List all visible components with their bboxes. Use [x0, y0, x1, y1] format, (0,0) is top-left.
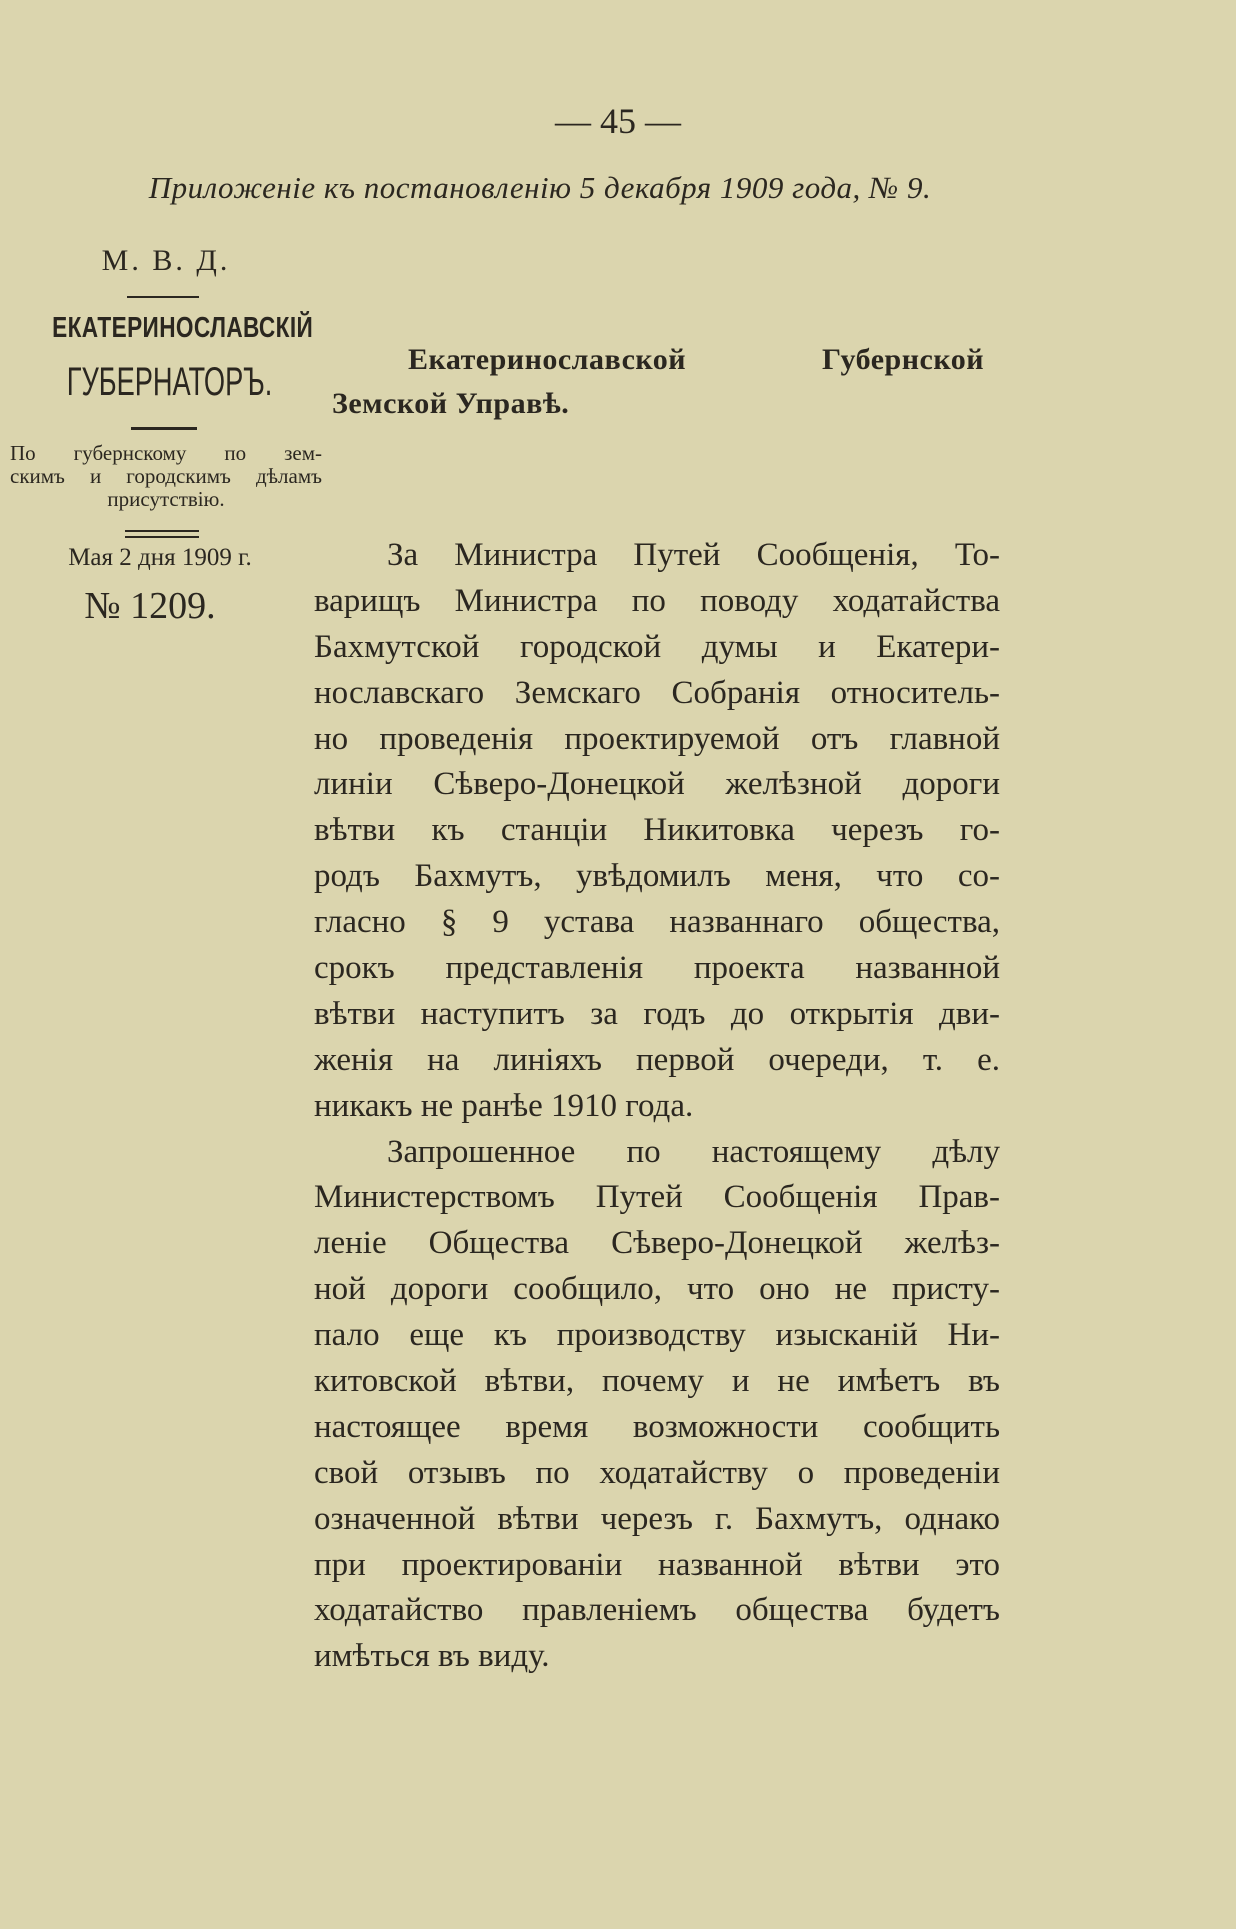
- body-line: но проведенія проектируемой отъ главной: [314, 720, 1000, 757]
- body-line: настоящее время возможности сообщить: [314, 1408, 1000, 1445]
- body-line: женія на линіяхъ первой очереди, т. е.: [314, 1041, 1000, 1078]
- letter-date: Мая 2 дня 1909 г.: [68, 544, 252, 571]
- page-number: — 45 —: [555, 101, 681, 141]
- body-line: ходатайство правленіемъ общества будетъ: [314, 1592, 1000, 1629]
- letter-number: № 1209.: [84, 585, 216, 627]
- body-line: родъ Бахмутъ, увѣдомилъ меня, что со-: [314, 858, 1000, 895]
- office-title: ГУБЕРНАТОРЪ.: [66, 360, 273, 404]
- body-line: Бахмутской городской думы и Екатери-: [314, 628, 1000, 665]
- department-line: присутствію.: [107, 487, 225, 511]
- body-line: срокъ представленія проекта названной: [314, 950, 1000, 987]
- body-line: имѣться въ виду.: [314, 1638, 550, 1675]
- body-line: свой отзывъ по ходатайству о проведеніи: [314, 1454, 1000, 1491]
- addressee-line: Екатеринославской Губернской: [408, 343, 984, 376]
- department-line: скимъ и городскимъ дѣламъ: [10, 464, 322, 488]
- body-line: означенной вѣтви черезъ г. Бахмутъ, однако: [314, 1500, 1000, 1537]
- body-line: линіи Сѣверо-Донецкой желѣзной дороги: [314, 766, 1000, 803]
- body-line: вѣтви къ станціи Никитовка черезъ го-: [314, 812, 1000, 849]
- divider: [127, 296, 199, 298]
- body-line: леніе Общества Сѣверо-Донецкой желѣз-: [314, 1225, 1000, 1262]
- letter-body: [314, 533, 1000, 1680]
- body-line: Запрошенное по настоящему дѣлу: [387, 1133, 1000, 1170]
- body-line: нославскаго Земскаго Собранія относитель-: [314, 674, 1000, 711]
- department-line: По губернскому по зем-: [10, 441, 322, 465]
- ministry-abbreviation: М. В. Д.: [101, 244, 231, 277]
- body-line: гласно § 9 устава названнаго общества,: [314, 904, 1000, 941]
- body-line: варищъ Министра по поводу ходатайства: [314, 582, 1000, 619]
- body-line: Министерствомъ Путей Сообщенія Прав-: [314, 1179, 1000, 1216]
- appendix-heading: Приложеніе къ постановленію 5 декабря 1909 года, № 9.: [148, 170, 932, 205]
- double-divider-bottom: [125, 536, 199, 538]
- body-line: китовской вѣтви, почему и не имѣетъ въ: [314, 1363, 1000, 1400]
- body-line: ной дороги сообщило, что оно не присту-: [314, 1271, 1000, 1308]
- double-divider-top: [125, 530, 199, 532]
- body-line: пало еще къ производству изысканій Ни-: [314, 1317, 1000, 1354]
- body-line: никакъ не ранѣе 1910 года.: [314, 1087, 694, 1124]
- office-name: ЕКАТЕРИНОСЛАВСКІЙ: [52, 312, 314, 344]
- body-line: вѣтви наступитъ за годъ до открытія дви-: [314, 995, 1000, 1032]
- divider: [131, 427, 197, 430]
- body-line: За Министра Путей Сообщенія, То-: [387, 537, 1000, 573]
- addressee-line: Земской Управѣ.: [332, 387, 570, 420]
- body-line: при проектированіи названной вѣтви это: [314, 1546, 1000, 1583]
